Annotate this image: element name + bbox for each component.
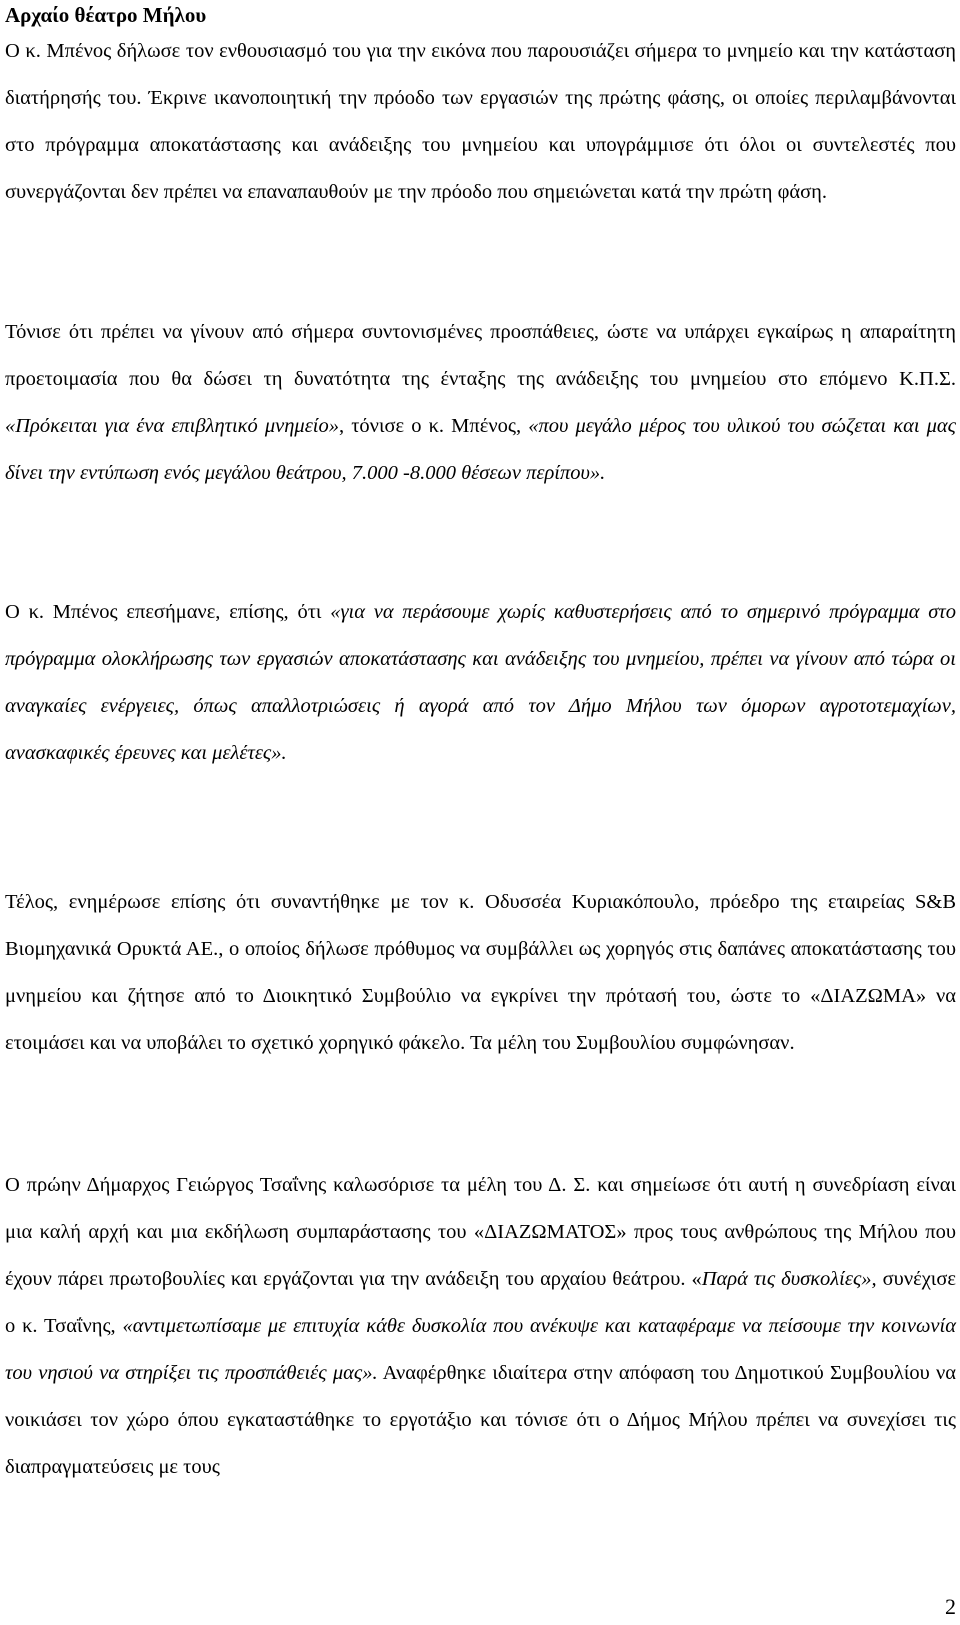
paragraph-5-quote-2: «αντιμετωπίσαμε με επιτυχία κάθε δυσκολία που ανέκυψε και καταφέραμε να πείσουμε την κοινωνία του νησιού να στηρίξει τις προσπάθειές μας».: [5, 1315, 956, 1384]
document-title: Αρχαίο θέατρο Μήλου: [5, 3, 207, 27]
paragraph-2: [5, 309, 956, 497]
paragraph-5-text: Ο πρώην Δήμαρχος Γειώργος Τσαΐνης καλωσόρισε τα μέλη του Δ. Σ. και σημείωσε ότι αυτή η συνεδρίαση είναι μια καλή αρχή και μια εκδήλωση συμπαράστασης του «ΔΙΑΖΩΜΑΤΟΣ» προς τους ανθρώπους της Μήλου που έχουν πάρει πρωτοβουλίες και εργάζονται για την ανάδειξη του αρχαίου θεάτρου. «: [5, 1174, 956, 1290]
paragraph-3-text: Ο κ. Μπένος επεσήμανε, επίσης, ότι: [5, 601, 331, 623]
page-number: 2: [945, 1594, 956, 1619]
paragraph-5: [5, 1162, 956, 1491]
paragraph-5-text-3: Αναφέρθηκε ιδιαίτερα στην απόφαση του Δημοτικού Συμβουλίου να νοικιάσει τον χώρο όπου εγκαταστάθηκε το εργοτάξιο και τόνισε ότι ο Δήμος Μήλου πρέπει να συνεχίσει τις διαπραγματεύσεις με τους: [5, 1362, 956, 1478]
paragraph-4-text: Τέλος, ενημέρωσε επίσης ότι συναντήθηκε με τον κ. Οδυσσέα Κυριακόπουλο, πρόεδρο της εταιρείας S&B Βιομηχανικά Ορυκτά ΑΕ., ο οποίος δήλωσε πρόθυμος να συμβάλλει ως χορηγός στις δαπάνες αποκατάστασης του μνημείου και ζήτησε από το Διοικητικό Συμβούλιο να εγκρίνει την πρότασή του, ώστε το «ΔΙΑΖΩΜΑ» να ετοιμάσει και να υποβάλει το σχετικό χορηγικό φάκελο. Τα μέλη του Συμβουλίου συμφώνησαν.: [5, 891, 956, 1054]
paragraph-4: [5, 879, 956, 1067]
paragraph-5-quote-1: Παρά τις δυσκολίες»,: [701, 1268, 877, 1290]
paragraph-2-quote-2: «που μεγάλο μέρος του υλικού του σώζεται και μας δίνει την εντύπωση ενός μεγάλου θεάτρου, 7.000 -8.000 θέσεων περίπου».: [5, 415, 956, 484]
paragraph-2-text: Τόνισε ότι πρέπει να γίνουν από σήμερα συντονισμένες προσπάθειες, ώστε να υπάρχει εγκαίρως η απαραίτητη προετοιμασία που θα δώσει τη δυνατότητα της ένταξης της ανάδειξης του μνημείου στο επόμενο Κ.Π.Σ.: [5, 321, 956, 390]
paragraph-3: [5, 589, 956, 777]
paragraph-3-quote: «για να περάσουμε χωρίς καθυστερήσεις από το σημερινό πρόγραμμα στο πρόγραμμα ολοκλήρωσης των εργασιών αποκατάστασης και ανάδειξης του μνημείου, πρέπει να γίνουν από τώρα οι αναγκαίες ενέργειες, όπως απαλλοτριώσεις ή αγορά από τον Δήμο Μήλου των όμορων αγροτοτεμαχίων, ανασκαφικές έρευνες και μελέτες».: [5, 601, 956, 764]
paragraph-5-text-2: συνέχισε ο κ. Τσαΐνης,: [5, 1268, 956, 1337]
paragraph-2-quote-1: «Πρόκειται για ένα επιβλητικό μνημείο»: [5, 415, 339, 437]
paragraph-1-text: Ο κ. Μπένος δήλωσε τον ενθουσιασμό του για την εικόνα που παρουσιάζει σήμερα το μνημείο και την κατάσταση διατήρησής του. Έκρινε ικανοποιητική την πρόοδο των εργασιών της πρώτης φάσης, οι οποίες περιλαμβάνονται στο πρόγραμμα αποκατάστασης και ανάδειξης του μνημείου και υπογράμμισε ότι όλοι οι συντελεστές που συνεργάζονται δεν πρέπει να επαναπαυθούν με την πρόοδο που σημειώνεται κατά την πρώτη φάση.: [5, 40, 956, 203]
paragraph-1: [5, 28, 956, 216]
paragraph-2-text-2: , τόνισε ο κ. Μπένος,: [338, 415, 529, 437]
